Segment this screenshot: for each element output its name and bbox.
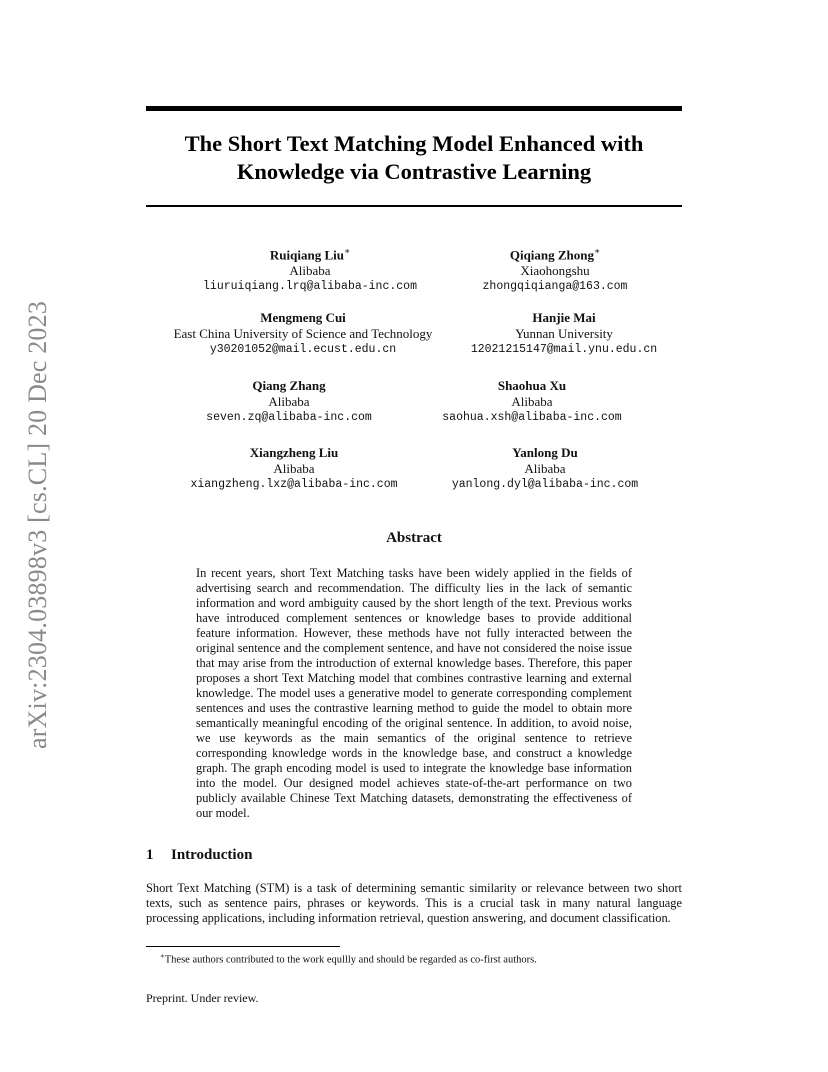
paper-title bbox=[146, 130, 682, 186]
author-email: liuruiqiang.lrq@alibaba-inc.com bbox=[203, 280, 417, 294]
author-affiliation: Xiaohongshu bbox=[520, 263, 590, 279]
author-affiliation: Alibaba bbox=[511, 394, 553, 409]
title-line-2: Knowledge via Contrastive Learning bbox=[236, 159, 592, 184]
author-email: saohua.xsh@alibaba-inc.com bbox=[442, 411, 622, 424]
author-name: Xiangzheng Liu bbox=[249, 445, 339, 460]
author-email: seven.zq@alibaba-inc.com bbox=[206, 411, 372, 424]
footnote-text: These authors contributed to the work equllly and should be regarded as co-first authors. bbox=[164, 954, 537, 966]
author-email: 12021215147@mail.ynu.edu.cn bbox=[470, 343, 658, 356]
author-name: Qiqiang Zhong bbox=[509, 247, 595, 263]
author-affiliation: Alibaba bbox=[524, 461, 566, 476]
author-name: Qiang Zhang bbox=[252, 378, 326, 393]
author-name: Ruiqiang Liu bbox=[269, 247, 344, 263]
author-affiliation: Yunnan University bbox=[515, 326, 613, 341]
author-name: Shaohua Xu bbox=[497, 378, 567, 393]
author-affiliation: Alibaba bbox=[273, 461, 315, 476]
author-email: y30201052@mail.ecust.edu.cn bbox=[209, 343, 397, 356]
section-number: 1 bbox=[146, 847, 154, 863]
author-block bbox=[382, 378, 682, 426]
author-block bbox=[153, 310, 453, 358]
author-affiliation: Alibaba bbox=[268, 394, 310, 409]
author-block bbox=[395, 445, 695, 493]
co-first-mark: ∗ bbox=[594, 246, 601, 256]
co-first-mark: ∗ bbox=[343, 246, 351, 256]
footnote bbox=[160, 950, 680, 967]
arxiv-identifier-text: arXiv:2304.03898v3 [cs.CL] 20 Dec 2023 bbox=[23, 300, 52, 750]
author-email: yanlong.dyl@alibaba-inc.com bbox=[451, 478, 639, 491]
section-title: Introduction bbox=[171, 847, 253, 863]
author-name: Yanlong Du bbox=[512, 445, 578, 460]
author-email: xiangzheng.lxz@alibaba-inc.com bbox=[190, 478, 398, 491]
introduction-text: Short Text Matching (STM) is a task of determining semantic similarity or relevance between two short texts, such as sentence pairs, phrases or keywords. This is a crucial task in many natural language processing applications, including information retrieval, question answering, and document classification. bbox=[146, 881, 682, 925]
abstract-text: In recent years, short Text Matching tasks have been widely applied in the fields of advertising search and recommendation. The difficulty lies in the lack of semantic information and word ambiguity caused by the short length of the text. Previous works have introduced complement sentences or knowledge bases to provide additional feature information. However, these methods have not fully interacted between the original sentence and the complement sentence, and have not considered the noise issue that may arise from the introduction of external knowledge bases. Therefore, this paper proposes a short Text Matching model that combines contrastive learning and external knowledge. The model uses a generative model to generate corresponding complement sentences and uses the contrastive learning method to guide the model to obtain more semantically meaningful encoding of the original sentence. In addition, to avoid noise, we use keywords as the main semantics of the original sentence to retrieve corresponding knowledge words in the knowledge base, and construct a knowledge graph. The graph encoding model is used to integrate the knowledge base information into the model. Our designed model achieves state-of-the-art performance on two publicly available Chinese Text Matching datasets, demonstrating the effectiveness of our model. bbox=[196, 566, 632, 820]
abstract-heading: Abstract bbox=[386, 530, 442, 546]
author-email: zhongqiqianga@163.com bbox=[482, 280, 628, 294]
preprint-note: Preprint. Under review. bbox=[146, 991, 259, 1005]
section-heading bbox=[146, 846, 252, 864]
footnote-rule bbox=[146, 946, 340, 947]
author-block bbox=[414, 310, 714, 358]
author-block bbox=[405, 243, 705, 295]
author-affiliation: East China University of Science and Technology bbox=[173, 326, 433, 341]
title-line-1: The Short Text Matching Model Enhanced with bbox=[184, 131, 644, 156]
title-top-rule bbox=[146, 106, 682, 111]
title-bottom-rule bbox=[146, 205, 682, 207]
author-name: Mengmeng Cui bbox=[260, 310, 346, 325]
footnote-mark: ∗ bbox=[160, 952, 165, 960]
author-affiliation: Alibaba bbox=[289, 263, 331, 279]
author-name: Hanjie Mai bbox=[532, 310, 596, 325]
